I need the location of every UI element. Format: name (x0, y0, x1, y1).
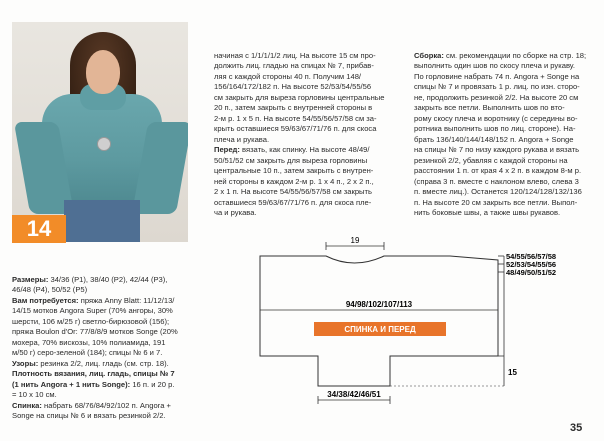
back-value: набрать 68/76/84/92/102 п. Angora + Songe на спицы № 6 и вязать резинкой 2/2. (12, 400, 171, 420)
height-label-2: 52/53/54/55/56 (506, 260, 557, 269)
neck-width-label: 19 (350, 236, 360, 245)
assembly-value: см. рекомендации по сборке на стр. 18; выполнить один шов по скосу плеча и рукаву. По горловине набрать 74 п. Angora + Songe на спицы № 7 и провязать 1 р. лиц. по изн. сторо- не, продолжить резинкой 2/2. На высоте 20 см закрыть все петли. Выполнить шов по вто- рому скосу плеча и воротнику (с середины во- ротника выполнить шов по лиц. стороне). На- брать 136/140/144/148/152 п. Angora + Songe на спицы № 7 по низу каждого рукава и вязать резинкой 2/2, убавляя с каждой стороны на расстоянии 1 п. от края 4 х 2 п. в каждом 8-м р. (справа 3 п. вместе с наклоном влево, слева 3 п. вместе лиц.). Останется 120/124/128/132/136 п. На высоте 20 см закрыть все петли. Выпол- нить боковые швы, а также швы рукавов. (414, 50, 587, 217)
density-value: 16 п. и 20 р. = 10 х 10 см. (12, 379, 175, 399)
back-label: Спинка: (12, 400, 42, 410)
model-number-badge: 14 (12, 215, 66, 243)
patterns-value: резинка 2/2, лиц. гладь (см. стр. 18). (38, 358, 169, 368)
instructions-middle-column (214, 40, 404, 219)
instructions-right-column (414, 40, 598, 219)
side-height-label: 15 (508, 368, 517, 377)
bottom-width-label: 34/38/42/46/51 (327, 390, 381, 399)
panel-label: СПИНКА И ПЕРЕД (344, 325, 416, 334)
height-label-1: 54/55/56/57/58 (506, 252, 557, 261)
pattern-diagram (214, 226, 570, 412)
instructions-left-column (12, 264, 202, 422)
pattern-schematic (214, 226, 570, 412)
materials-label: Вам потребуется: (12, 295, 79, 305)
assembly-label: Сборка: (414, 50, 444, 60)
front-value: вязать, как спинку. На высоте 48/49/ 50/51/52 см закрыть для выреза горловины центральные 10 п., затем закрыть с внутрен- ней стороны в каждом 2-м р. 1 х 4 п., 2 х 2 п., 2 х 1 п. На высоте 54/55/56/57/58 см закрыть оставшиеся 59/63/67/71/76 п. для скоса пле- ча и рукава. (214, 145, 374, 217)
height-label-3: 48/49/50/51/52 (506, 268, 557, 277)
sizes-value: 34/36 (P1), 38/40 (P2), 42/44 (P3), 46/48 (P4), 50/52 (P5) (12, 274, 168, 294)
width-label: 94/98/102/107/113 (345, 300, 413, 309)
patterns-label: Узоры: (12, 358, 39, 368)
front-label: Перед: (214, 145, 240, 154)
sizes-label: Размеры: (12, 274, 49, 284)
density-label: Плотность вязания, лиц. гладь, спицы № 7 (1 нить Angora + 1 нить Songe): (12, 369, 175, 389)
page-number: 35 (570, 422, 583, 434)
materials-value: пряжа Anny Blatt: 11/12/13/ 14/15 мотков Angora Super (70% ангоры, 30% шерсти, 106 м/25 г) светло-бирюзовой (156); пряжа Boulon d'Or: 77/8/8/9 мотков Songe (20% мохера, 70% вискозы, 10% полиамида, 191 м/50 г) серо-зеленой (184); спицы № 6 и 7. (12, 295, 178, 357)
model-photo (12, 22, 188, 242)
back-continued-text: начиная с 1/1/1/1/2 лиц. На высоте 15 см про- должить лиц. гладью на спицах № 7, прибав- ляя с каждой стороны 40 п. Получим 148/ 156/164/172/182 п. На высоте 52/53/54/55/56 см закрыть для выреза горловины центральные 20 п., затем закрыть с внутренней стороны в 2-м р. 1 х 5 п. На высоте 54/55/56/57/58 см за- крыть оставшиеся 59/63/67/71/76 п. для скоса плеча и рукава. (214, 50, 385, 144)
